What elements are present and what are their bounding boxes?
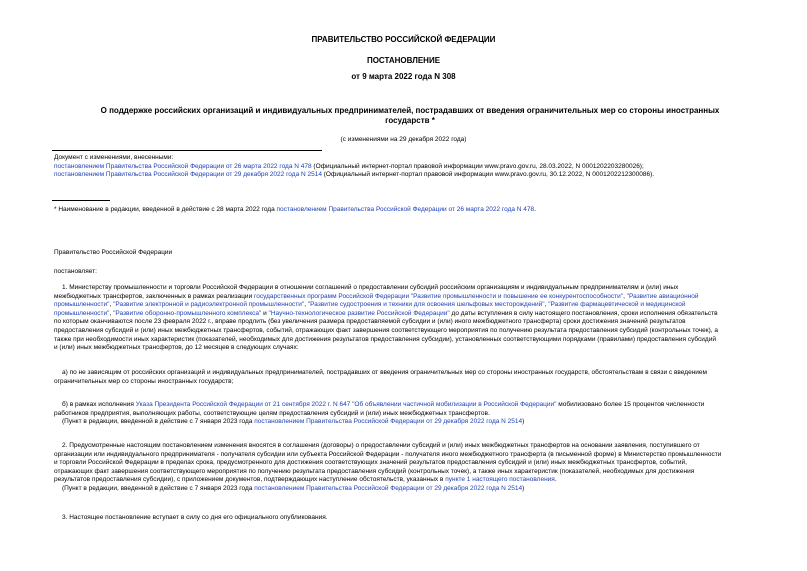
decree-word: постановляет: [54, 268, 97, 275]
text-line: 3. Настоящее постановление вступает в силу со дня его официального опубликования. [62, 514, 328, 521]
footnote-text: * Наименование в редакции, введенной в действие с 28 марта 2022 года [54, 206, 277, 213]
program-link[interactable]: "Развитие электронной и радиоэлектронной промышленности" [113, 301, 305, 309]
paragraph-a [54, 369, 764, 386]
footnote [54, 206, 536, 215]
decree-link[interactable]: Указа Президента Российской Федерации от 21 сентября 2022 г. N 647 "Об объявлении частичной мобилизации в Российской Федерации" [135, 401, 557, 408]
text-span: межбюджетных трансфертов, заключенных в рамках реализации [54, 292, 255, 300]
change-item [54, 171, 764, 180]
text-span: . [554, 476, 557, 484]
text-line: по которым оканчиваются после 23 февраля 2022 г., вправе продлить (без увеличения размера предоставляемой субсидии и (или) иного межбюджетного трансферта) сроки достижения значений результатов [54, 318, 686, 326]
footnote-end: . [534, 206, 536, 213]
text-span: до даты вступления в силу настоящего постановления, сроки исполнения обязательств [449, 309, 718, 317]
doc-date-number: от 9 марта 2022 года N 308 [351, 72, 456, 81]
program-link[interactable]: "Развитие фармацевтической и медицинской [548, 301, 686, 309]
text-line: предоставления субсидий и (или) иных межбюджетных трансфертов, событий, отражающих факт завершения соответствующего мероприятия по получению результата предоставления субсидий (контрольных точек), а [54, 326, 718, 334]
edition-note: (с изменениями на 29 декабря 2022 года) [340, 136, 467, 143]
text-span: , [109, 309, 114, 317]
paragraph-b [54, 401, 764, 427]
text-line: организации или индивидуального предпринимателя - получателя субсидии или субъекта Российской Федерации - получателя иного межбюджетного трансферта (в письменной форме) в Министерство промышленности [54, 450, 722, 458]
doc-title: О поддержке российских организаций и индивидуальных предпринимателей, пострадавших от введения ограничительных мер со стороны иностранных государств * [100, 106, 720, 125]
program-link[interactable]: промышленности" [54, 301, 110, 309]
text-span: , [304, 301, 308, 309]
change-source: (Официальный интернет-портал правовой информации www.pravo.gov.ru, 28.03.2022, N 0001202203280026); [311, 162, 644, 170]
separator-rule [52, 150, 322, 151]
text-line: и торговли Российской Федерации в пределах срока, предусмотренного для достижения соответствующих значений результатов предоставления субсидий и (или) иных межбюджетных трансфертов, событий, [54, 459, 687, 467]
text-line: отражающих факт завершения соответствующего мероприятия по получению результата предоставления субсидий (контрольных точек), а также иных характеристик (показателей, необходимых для достижения [54, 467, 695, 475]
text-span: , [544, 301, 549, 309]
amendment-link[interactable]: постановлением Правительства Российской Федерации от 29 декабря 2022 года N 2514 [254, 484, 523, 492]
text-span: (Пункт в редакции, введенной в действие с 7 января 2023 года [62, 484, 255, 492]
change-source: (Официальный интернет-портал правовой информации www.pravo.gov.ru, 30.12.2022, N 0001202212300086). [321, 171, 655, 179]
program-link[interactable]: "Развитие авиационной [626, 292, 699, 300]
change-item [54, 163, 764, 172]
text-span: результатов предоставления субсидии), с приложением документов, подтверждающих наступление обстоятельств, указанных в [54, 476, 446, 484]
text-line: ограничительных мер со стороны иностранных государств; [54, 377, 234, 385]
text-line: также при необходимости иных характеристик (показателей, необходимых для достижения результатов предоставления субсидии), установленных соответствующими порядками (правилами) предоставления субсидий [54, 335, 716, 343]
text-span: , [623, 292, 627, 300]
change-link[interactable]: постановлением Правительства Российской Федерации от 29 декабря 2022 года N 2514 [54, 171, 322, 179]
footnote-link[interactable]: постановлением Правительства Российской Федерации от 26 марта 2022 года N 478 [276, 206, 535, 213]
footnote-rule [52, 200, 110, 201]
text-span: мобилизовано более 15 процентов численности [556, 401, 705, 408]
program-link[interactable]: "Научно-технологическое развитие Российской Федерации" [268, 309, 450, 317]
paragraph-2 [54, 442, 764, 494]
program-link[interactable]: "Развитие оборонно-промышленного комплекса" [113, 309, 262, 317]
changes-block [54, 154, 764, 180]
doc-type-heading: ПОСТАНОВЛЕНИЕ [366, 56, 441, 65]
text-line: работников предприятия, выполняющих работы, соответствующие целям предоставления субсидий и (или) иных межбюджетных трансфертов. [54, 409, 490, 417]
text-span: (Пункт в редакции, введенной в действие с 7 января 2023 года [62, 418, 255, 426]
change-link[interactable]: постановлением Правительства Российской Федерации от 26 марта 2022 года N 478 [54, 162, 312, 170]
text-span: ) [522, 418, 525, 426]
government-heading: ПРАВИТЕЛЬСТВО РОССИЙСКОЙ ФЕДЕРАЦИИ [311, 35, 496, 44]
text-span: ) [522, 484, 525, 492]
issuer: Правительство Российской Федерации [54, 249, 173, 256]
internal-link[interactable]: пункте 1 настоящего постановления [445, 476, 555, 484]
program-link[interactable]: промышленности" [54, 309, 110, 317]
text-line: 1. Министерству промышленности и торговли Российской Федерации в отношении соглашений о предоставлении субсидий российским организациям и индивидуальным предпринимателям и (или) иных [62, 284, 679, 291]
program-link[interactable]: государственных программ Российской Федерации "Развитие промышленности и повышение ее конкурентоспособности" [254, 292, 624, 300]
program-link[interactable]: "Развитие судостроения и техники для освоения шельфовых месторождений" [307, 301, 545, 309]
changes-intro: Документ с изменениями, внесенными: [54, 154, 174, 161]
text-line: а) по не зависящим от российских организаций и индивидуальных предпринимателей, пострадавших от введения ограничительных мер со стороны иностранных государств, обстоятельствам в связи с введением [62, 369, 707, 376]
paragraph-3 [54, 514, 764, 523]
amendment-link[interactable]: постановлением Правительства Российской Федерации от 29 декабря 2022 года N 2514 [254, 418, 523, 426]
text-line: и (или) иных межбюджетных трансфертов, до 12 месяцев в следующих случаях: [54, 344, 299, 352]
paragraph-1 [54, 284, 764, 353]
text-span: б) в рамках исполнения [62, 401, 136, 408]
text-span: , [109, 301, 114, 309]
text-line: 2. Предусмотренные настоящим постановлением изменения вносятся в соглашения (договоры) о предоставлении субсидий и (или) иных межбюджетных трансфертов на основании заявления, поступившего от [62, 442, 700, 449]
text-span: и [261, 309, 269, 317]
